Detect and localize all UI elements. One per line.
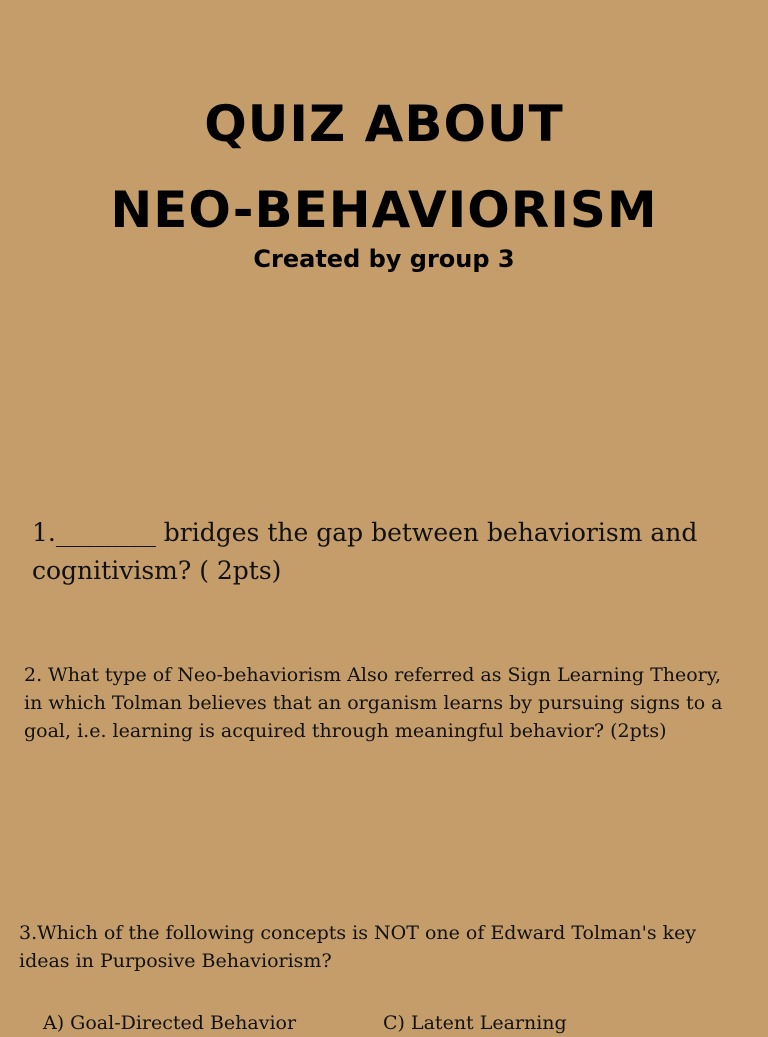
page-title-line-1: QUIZ ABOUT bbox=[204, 95, 564, 153]
question-2: 2. What type of Neo-behaviorism Also referred as Sign Learning Theory, in which Tolman believes that an organism learns by pursuing signs to a goal, i.e. learning is acquired through meaningful behavior? (2pts) bbox=[24, 664, 723, 742]
question-3: 3.Which of the following concepts is NOT one of Edward Tolman's key ideas in Purposive Behaviorism? bbox=[19, 922, 697, 972]
question-3-option-a: A) Goal-Directed Behavior bbox=[43, 1012, 297, 1034]
page-subtitle: Created by group 3 bbox=[253, 245, 515, 273]
question-1: 1.________ bridges the gap between behaviorism and cognitivism? ( 2pts) bbox=[32, 518, 698, 585]
page-title-line-2: NEO-BEHAVIORISM bbox=[110, 181, 658, 239]
question-3-option-c: C) Latent Learning bbox=[383, 1012, 567, 1034]
